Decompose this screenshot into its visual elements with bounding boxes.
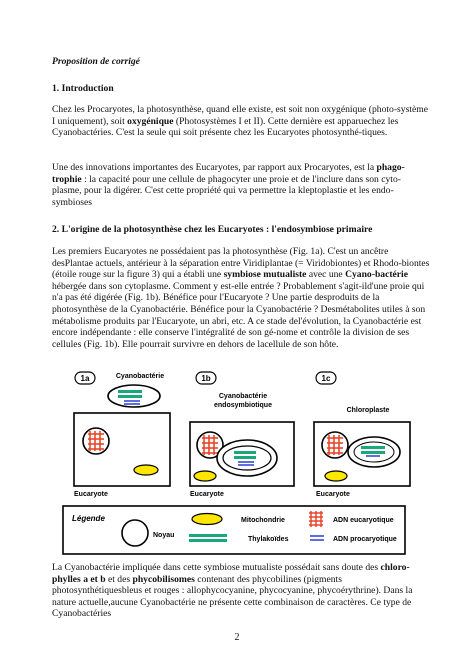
text-run: contenant des phycobilines (pigments photosynthétiques	[52, 573, 342, 597]
thylakoid	[118, 395, 142, 398]
text-run: l'évolution, la Cyanobactérie est encore indépendante : elle conserve l'intégralité de son gé-	[52, 315, 422, 339]
thylakoid	[234, 451, 256, 454]
legend-eukaryotic-dna-symbol	[309, 511, 323, 527]
bold-term: Cyano-	[345, 269, 375, 281]
chloroplast-label: Chloroplaste	[346, 407, 390, 414]
document-title: Proposition de corrigé	[52, 56, 140, 67]
panel-1a-label: 1a	[80, 374, 90, 383]
text-run: (Photosystèmes I et II). Cette dernière est apparue	[173, 115, 368, 127]
legend-box	[63, 506, 405, 554]
text-run: avec une	[306, 269, 346, 281]
mitochondrion	[134, 465, 158, 475]
panel-1c	[314, 372, 410, 498]
bold-term: trophie	[52, 173, 82, 185]
bold-term: phycobilisomes	[132, 573, 195, 585]
bold-term: oxygénique	[127, 115, 174, 127]
legend-thylakoid-label: Thylakoïdes	[248, 536, 289, 543]
text-run: Chez les Procaryotes, la photosynthèse, quand elle existe, est soit non oxygénique (photo-	[52, 104, 398, 115]
text-run: métabolites utiles à son métabolisme produits par l'Eucaryote, un abri, etc. A ce stade de	[52, 303, 426, 327]
legend-nucleus-symbol	[122, 520, 148, 546]
mitochondrion	[325, 471, 347, 481]
eukaryote-label: Eucaryote	[190, 491, 224, 498]
cyanobacterium-label: Cyanobactérie	[115, 373, 165, 380]
bold-term: phylles a et b	[52, 573, 106, 585]
text-run: biontes (étoile rouge sur la figure 3) qui a établi une	[52, 257, 430, 281]
text-run: Les premiers Eucaryotes ne possédaient pas la photosynthèse (Fig. 1a). C'est un ancêtre des	[52, 246, 389, 269]
text-run: : la capacité pour une cellule de phagocyter une proie et de l'inclure dans son cyto-	[81, 173, 401, 185]
text-run: d'une proie qui n'a pas été digérée (Fig. 1b). Bénéfice pour l'Eucaryote ? Une partie des	[52, 280, 425, 304]
legend-mitochondrion-symbol	[192, 514, 222, 525]
text-run: nome et contrôle la division de ses cellules (Fig. 1b). Elle pourrait survivre en dehors de la	[52, 327, 410, 350]
text-run: produits de la photosynthèse de la Cyanobactérie. Bénéfice pour la Cyanobactérie ? Des	[52, 292, 380, 315]
panel-1c-label: 1c	[321, 374, 331, 383]
eukaryote-label: Eucaryote	[316, 491, 350, 498]
text-run: Une des innovations importantes des Eucaryotes, par rapport aux Procaryotes, est la	[52, 162, 377, 173]
mitochondrion	[194, 471, 216, 481]
text-run: et des	[105, 573, 133, 585]
text-run: tiques.	[361, 127, 388, 139]
legend-thylakoid-symbol-2	[189, 539, 227, 542]
thylakoid	[361, 451, 385, 454]
text-run: bleus et rouges : allophycocyanine, phycocyanine, phycoérythrine). Dans la nature actuelle,	[52, 585, 413, 608]
text-run: symbioses	[52, 196, 92, 208]
panel-1b	[190, 372, 294, 498]
text-run: chez les Cyanobactéries. C'est la seule qui soit présente chez les Eucaryotes photosynthé-	[52, 115, 399, 139]
panel-1a	[74, 372, 170, 498]
legend-title: Légende	[72, 514, 105, 523]
text-run: hébergée dans son cytoplasme. Comment y est-elle entrée ? Probablement s'agit-il	[52, 280, 368, 292]
legend-eukaryotic-dna-label: ADN eucaryotique	[333, 517, 394, 524]
text-run: La Cyanobactérie impliquée dans cette symbiose mutualiste possédait sans doute des	[52, 562, 381, 573]
page-number: 2	[234, 632, 240, 643]
bold-term: bactérie	[374, 269, 408, 281]
figure-legend	[63, 506, 405, 554]
legend-nucleus-label: Noyau	[153, 532, 175, 539]
section-1-heading: 1. Introduction	[52, 83, 114, 94]
thylakoid	[234, 456, 256, 459]
thylakoid	[361, 446, 385, 449]
legend-prokaryotic-dna-label: ADN procaryotique	[333, 536, 397, 543]
endosymbiotic-cyanobacterium-label-2: endosymbiotique	[214, 402, 272, 409]
paragraph-cyanobacterium-pigments	[52, 562, 430, 620]
legend-mitochondrion-label: Mitochondrie	[241, 517, 285, 524]
thylakoid	[118, 390, 142, 393]
bold-term: symbiose mutualiste	[223, 269, 307, 281]
legend-thylakoid-symbol	[189, 534, 227, 537]
text-run: plasme, pour la digérer. C'est cette propriété qui va permettre la kleptoplastie et les endo-	[52, 185, 394, 197]
bold-term: chloro-	[380, 562, 410, 573]
nucleus	[322, 432, 348, 458]
section-2-heading: 2. L'origine de la photosynthèse chez les Eucaryotes : l'endosymbiose primaire	[52, 224, 373, 235]
eukaryote-label: Eucaryote	[74, 491, 108, 498]
text-run: cellule de son hôte.	[264, 338, 339, 350]
endosymbiotic-cyanobacterium-label: Cyanobactérie	[218, 393, 268, 400]
text-run: système I uniquement), soit	[52, 104, 428, 127]
text-run: Plantae actuels, antérieur à la séparation entre Viridiplantae (= Viridobiontes) et Rhodo-	[64, 257, 402, 269]
text-run: aucune Cyanobactérie ne présente cette combinaison de caractères. Ce type de Cyanobactéries	[52, 596, 412, 620]
bold-term: phago-	[376, 162, 405, 173]
nucleus	[83, 428, 109, 454]
panel-1b-label: 1b	[201, 374, 211, 383]
